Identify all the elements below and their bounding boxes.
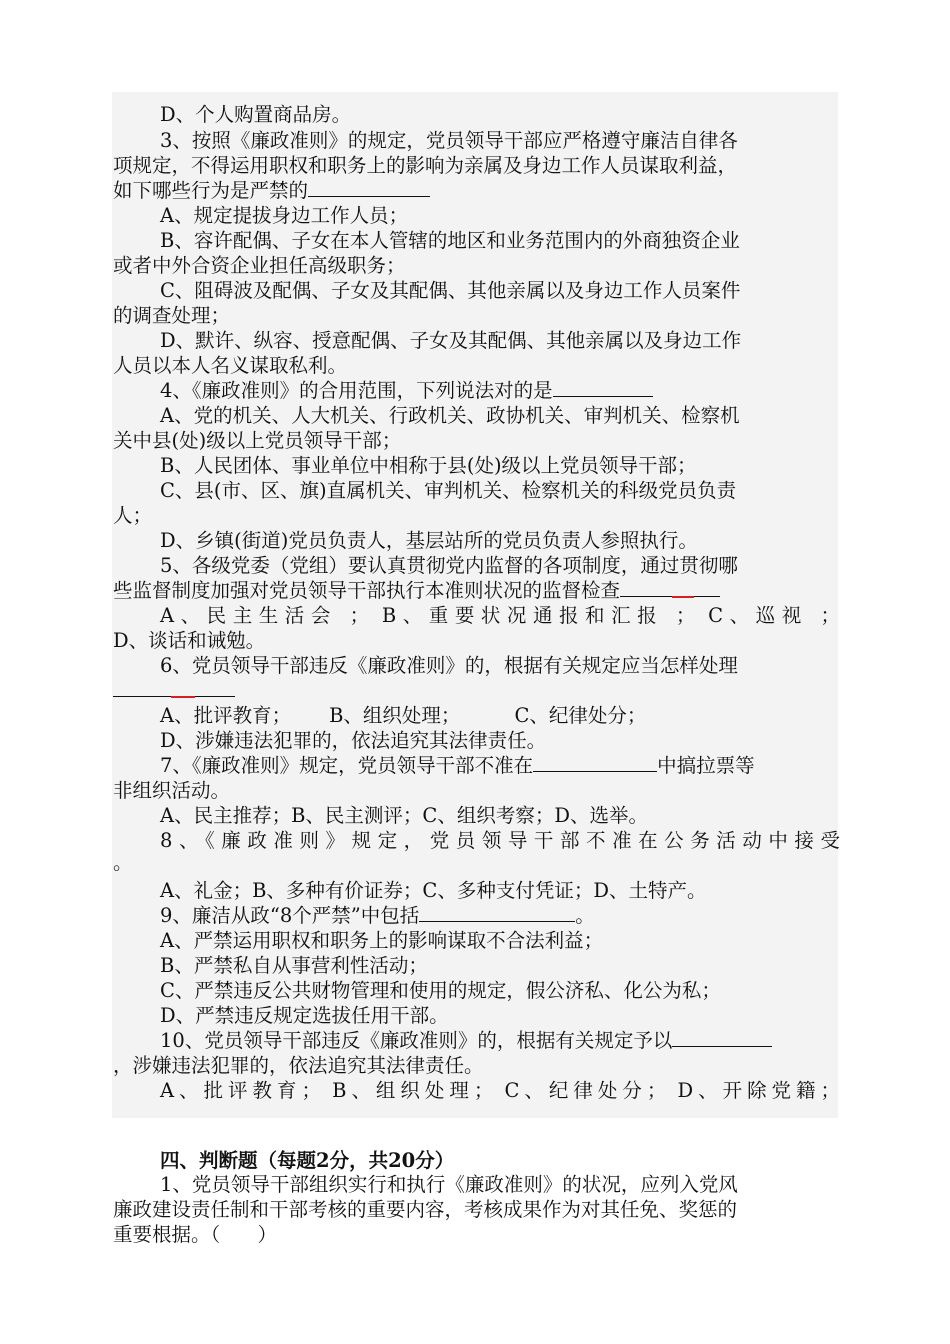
- q6-stem: 6、党员领导干部违反《廉政准则》的，根据有关规定应当怎样处理: [160, 654, 738, 677]
- q10-stem-line2: ，涉嫌违法犯罪的，依法追究其法律责任。: [113, 1054, 484, 1077]
- q9-option-d: D、严禁违反规定选拔任用干部。: [160, 1004, 449, 1027]
- q9-option-a: A、严禁运用职权和职务上的影响谋取不合法利益；: [160, 929, 604, 952]
- q10-stem: 10、党员领导干部违反《廉政准则》的，根据有关规定予以: [160, 1028, 772, 1053]
- q3-option-c-line2: 的调查处理；: [113, 304, 231, 327]
- q3-option-d-line1: D、默许、纵容、授意配偶、子女及其配偶、其他亲属以及身边工作: [160, 329, 742, 352]
- section4-q1-line1: 1、党员领导干部组织实行和执行《廉政准则》的状况，应列入党风: [160, 1173, 738, 1196]
- answer-blank[interactable]: [672, 1028, 772, 1047]
- q3-option-a: A、规定提拔身边工作人员；: [160, 204, 409, 227]
- q3-stem-line2: 项规定，不得运用职权和职务上的影响为亲属及身边工作人员谋取利益，: [113, 154, 738, 177]
- q6-options-line1: A、批评教育； B、组织处理； C、纪律处分；: [160, 704, 647, 727]
- q4-option-a-line2: 关中县(处)级以上党员领导干部；: [113, 429, 402, 452]
- q7-options: A、民主推荐；B、民主测评；C、组织考察；D、选举。: [160, 804, 648, 827]
- q8-stem: 8、《廉政准则》规定，党员领导干部不准在公务活动中接受: [160, 829, 840, 852]
- q3-stem-line1: 3、按照《廉政准则》的规定，党员领导干部应严格遵守廉洁自律各: [160, 129, 738, 152]
- q4-option-a-line1: A、党的机关、人大机关、行政机关、政协机关、审判机关、检察机: [160, 404, 740, 427]
- q3-option-b-line2: 或者中外合资企业担任高级职务；: [113, 254, 406, 277]
- section4-heading: 四、判断题（每题2分，共20分）: [160, 1149, 455, 1172]
- q5-stem-line2: 些监督制度加强对党员领导干部执行本准则状况的监督检查: [113, 578, 720, 603]
- q3-stem-line3: 如下哪些行为是严禁的: [113, 178, 430, 203]
- q2-option-d: D、个人购置商品房。: [160, 103, 352, 126]
- q9-option-c: C、严禁违反公共财物管理和使用的规定，假公济私、化公为私；: [160, 979, 721, 1002]
- q6-blank-line: [113, 678, 235, 703]
- q10-options: A、批评教育； B、组织处理； C、纪律处分； D、开除党籍；: [160, 1079, 841, 1102]
- q3-option-d-line2: 人员以本人名义谋取私利。: [113, 354, 348, 377]
- answer-blank[interactable]: [419, 903, 575, 922]
- answer-blank[interactable]: [113, 678, 235, 697]
- answer-blank[interactable]: [308, 178, 430, 197]
- answer-blank[interactable]: [620, 578, 720, 597]
- q9-stem: 9、廉洁从政“8个严禁”中包括 。: [160, 904, 595, 927]
- q9-option-b: B、严禁私自从事营利性活动；: [160, 954, 428, 977]
- answer-blank[interactable]: [553, 378, 653, 397]
- q7-stem-line2: 非组织活动。: [113, 779, 231, 802]
- q4-option-c-line2: 人；: [113, 504, 153, 527]
- q3-option-b-line1: B、容许配偶、子女在本人管辖的地区和业务范围内的外商独资企业: [160, 229, 740, 252]
- q7-stem: 7、《廉政准则》规定，党员领导干部不准在 中搞拉票等: [160, 754, 755, 777]
- q5-options-line2: D、谈话和诫勉。: [113, 629, 266, 652]
- section4-q1-line2: 廉政建设责任制和干部考核的重要内容，考核成果作为对其任免、奖惩的: [113, 1198, 738, 1221]
- q3-option-c-line1: C、阻碍波及配偶、子女及其配偶、其他亲属以及身边工作人员案件: [160, 279, 741, 302]
- section4-q1-line3: 重要根据。（ ）: [113, 1223, 277, 1246]
- q6-options-line2: D、涉嫌违法犯罪的，依法追究其法律责任。: [160, 729, 547, 752]
- q5-stem-line1: 5、各级党委（党组）要认真贯彻党内监督的各项制度，通过贯彻哪: [160, 554, 738, 577]
- q4-option-d: D、乡镇(街道)党员负责人，基层站所的党员负责人参照执行。: [160, 529, 698, 552]
- q8-stem-line2: 。: [113, 851, 133, 874]
- q4-option-c-line1: C、县(市、区、旗)直属机关、审判机关、检察机关的科级党员负责: [160, 479, 737, 502]
- q4-stem: 4、《廉政准则》的合用范围，下列说法对的是: [160, 378, 653, 403]
- q8-options: A、礼金；B、多种有价证券；C、多种支付凭证；D、土特产。: [160, 879, 707, 902]
- answer-blank[interactable]: [533, 753, 657, 772]
- q5-options-line1: A、民主生活会 ； B、重要状况通报和汇报 ； C、巡视 ；: [160, 604, 841, 627]
- q4-option-b: B、人民团体、事业单位中相称于县(处)级以上党员领导干部；: [160, 454, 697, 477]
